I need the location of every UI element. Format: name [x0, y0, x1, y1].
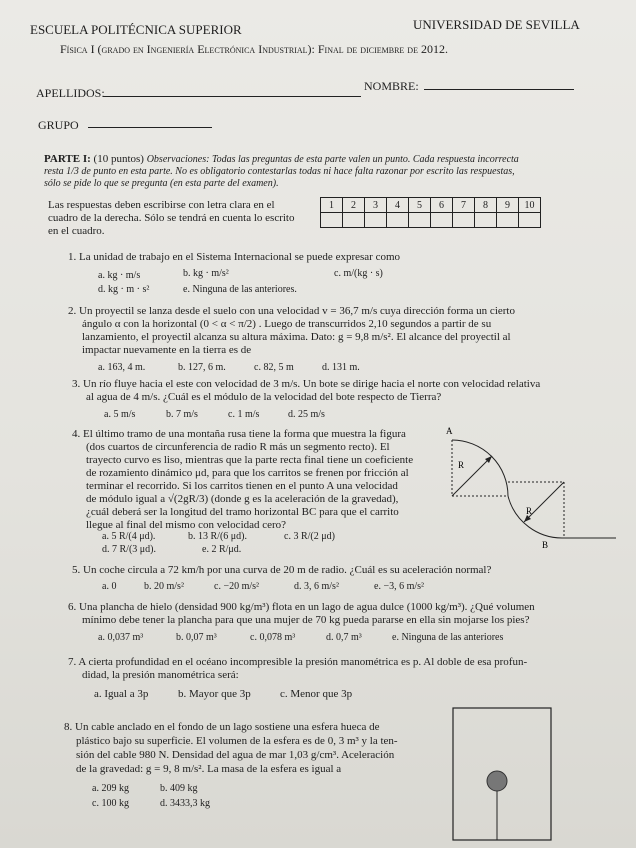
question-number: 4.: [72, 428, 81, 440]
part1-heading: [44, 153, 519, 165]
answer-cell[interactable]: [365, 213, 387, 228]
question-2: [68, 305, 515, 317]
answer-cell[interactable]: [409, 213, 431, 228]
q8-option-d: d. 3433,3 kg: [160, 798, 210, 809]
q1-option-d: d. kg · m · s²: [98, 284, 150, 295]
q1-option-a: a. kg · m/s: [98, 270, 141, 281]
q2-option-a: a. 163, 4 m.: [98, 362, 146, 373]
q6-option-b: b. 0,07 m³: [176, 632, 217, 643]
answer-grid-header-row: [321, 198, 541, 213]
lower-arc: [508, 496, 564, 538]
q6-line-1: mínimo debe tener la plancha para que una mujer de 70 kg pueda pararse en ella sin mojarse los pies?: [82, 614, 530, 626]
question-number: 8.: [64, 721, 73, 733]
part1-points: (10 puntos): [93, 153, 144, 165]
exam-title: Física I (grado en Ingeniería Electrónica Industrial): Final de diciembre de 2012.: [60, 42, 448, 56]
q4-line-2: trayecto curvo es liso, mientras que la parte recta final tiene un coeficiente: [86, 454, 414, 466]
answer-grid-header: 4: [387, 198, 409, 213]
instructions-line-1: cuadro de la derecha. Sólo se tendrá en cuenta lo escrito: [48, 212, 295, 224]
q6-option-d: d. 0,7 m³: [326, 632, 362, 643]
question-text: El último tramo de una montaña rusa tiene la forma que muestra la figura: [83, 428, 406, 440]
question-text: Un coche circula a 72 km/h por una curva de 20 m de radio. ¿Cuál es su aceleración normal?: [83, 564, 492, 576]
answer-cell[interactable]: [431, 213, 453, 228]
grupo-field[interactable]: [88, 127, 212, 128]
question-text: Un río fluye hacia el este con velocidad de 3 m/s. Un bote se dirige hacia el norte con velocidad relativa: [83, 378, 541, 390]
answer-grid-header: 5: [409, 198, 431, 213]
q3-option-d: d. 25 m/s: [288, 409, 325, 420]
answer-grid-header: 1: [321, 198, 343, 213]
q5-option-a: a. 0: [102, 581, 117, 592]
q2-option-d: d. 131 m.: [322, 362, 360, 373]
q5-option-c: c. −20 m/s²: [214, 581, 260, 592]
q3-option-b: b. 7 m/s: [166, 409, 198, 420]
grupo-label: GRUPO: [38, 118, 79, 132]
q4-line-3: de rozamiento dinámico μd, para que los carritos se frenen por fricción al: [86, 467, 409, 479]
answer-grid-header: 3: [365, 198, 387, 213]
question-number: 5.: [72, 564, 81, 576]
label-b: B: [542, 540, 549, 550]
q3-line-1: al agua de 4 m/s. ¿Cuál es el módulo de la velocidad del bote respecto de Tierra?: [86, 391, 442, 403]
q2-option-b: b. 127, 6 m.: [178, 362, 226, 373]
label-a: A: [446, 426, 453, 436]
question-number: 2.: [68, 305, 77, 317]
answer-grid-header: 10: [519, 198, 541, 213]
roller-coaster-figure: [440, 422, 620, 552]
question-8: [64, 721, 380, 733]
q6-option-a: a. 0,037 m³: [98, 632, 144, 643]
question-text: Un cable anclado en el fondo de un lago sostiene una esfera hueca de: [75, 721, 380, 733]
answer-cell[interactable]: [321, 213, 343, 228]
q7-option-c: c. Menor que 3p: [280, 688, 353, 700]
q4-line-4: terminar el recorrido. Si los carritos tienen en el punto A una velocidad: [86, 480, 398, 492]
q4-line-5: de módulo igual a √(2gR/3) (donde g es la aceleración de la gravedad),: [86, 493, 399, 505]
answer-cell[interactable]: [343, 213, 365, 228]
university-name: UNIVERSIDAD DE SEVILLA: [413, 17, 580, 32]
q1-option-c: c. m/(kg · s): [334, 268, 383, 279]
question-number: 3.: [72, 378, 81, 390]
nombre-field[interactable]: [424, 89, 574, 90]
answer-grid-header: 7: [453, 198, 475, 213]
q5-option-e: e. −3, 6 m/s²: [374, 581, 425, 592]
question-7: [68, 656, 527, 668]
nombre-label: NOMBRE:: [364, 79, 419, 93]
q8-line-2: sión del cable 980 N. Densidad del agua de mar 1,03 g/cm³. Aceleración: [76, 749, 395, 761]
answer-grid-input-row: [321, 213, 541, 228]
question-text: A cierta profundidad en el océano incompresible la presión manométrica es p. Al doble de esa profun-: [78, 656, 528, 668]
answer-grid-header: 9: [497, 198, 519, 213]
q8-line-3: de la gravedad: g = 9, 8 m/s². La masa de la esfera es igual a: [76, 763, 342, 775]
q8-option-b: b. 409 kg: [160, 783, 198, 794]
question-number: 1.: [68, 251, 77, 263]
answer-cell[interactable]: [497, 213, 519, 228]
answer-grid-header: 8: [475, 198, 497, 213]
q5-option-d: d. 3, 6 m/s²: [294, 581, 339, 592]
question-text: Una plancha de hielo (densidad 900 kg/m³) flota en un lago de agua dulce (1000 kg/m³). ¿Qué volumen: [79, 601, 535, 613]
q4-option-c: c. 3 R/(2 μd): [284, 531, 335, 542]
q4-option-d: d. 7 R/(3 μd).: [102, 544, 156, 555]
q4-line-7: llegue al final del mismo con velocidad cero?: [86, 519, 287, 531]
q2-line-1: ángulo α con la horizontal (0 < α < π/2) . Luego de transcurridos 2,10 segundos a partir de su: [82, 318, 492, 330]
q7-line-1: didad, la presión manométrica será:: [82, 669, 239, 681]
question-3: [72, 378, 540, 390]
answer-grid: [320, 197, 541, 228]
question-1: [68, 251, 400, 263]
q3-option-a: a. 5 m/s: [104, 409, 136, 420]
label-r1: R: [458, 460, 465, 470]
part1-obs-line-0: Observaciones: Todas las preguntas de esta parte valen un punto. Cada respuesta incorrecta: [146, 154, 519, 165]
q8-option-a: a. 209 kg: [92, 783, 129, 794]
q7-option-b: b. Mayor que 3p: [178, 688, 251, 700]
q3-option-c: c. 1 m/s: [228, 409, 260, 420]
q4-line-1: (dos cuartos de circunferencia de radio R más un segmento recto). El: [86, 441, 390, 453]
answer-grid-header: 2: [343, 198, 365, 213]
question-6: [68, 601, 535, 613]
q4-option-a: a. 5 R/(4 μd).: [102, 531, 156, 542]
radius-line-2: [524, 482, 564, 522]
q1-option-b: b. kg · m/s²: [183, 268, 229, 279]
question-number: 6.: [68, 601, 77, 613]
instructions-line-0: Las respuestas deben escribirse con letra clara en el: [48, 199, 275, 211]
part1-obs-line-1: resta 1/3 de punto en esta parte. No es obligatorio contestarlas todas ni hace falta razonar por escrito las respuestas,: [44, 166, 515, 177]
q2-line-3: impactar nuevamente en la tierra es de: [82, 344, 252, 356]
q2-option-c: c. 82, 5 m: [254, 362, 294, 373]
q4-line-6: ¿cuál deberá ser la longitud del tramo horizontal BC para que el carrito: [86, 506, 399, 518]
part1-obs-line-2: sólo se pide lo que se pregunta (en esta parte del examen).: [44, 178, 279, 189]
q4-option-b: b. 13 R/(6 μd).: [188, 531, 247, 542]
label-r2: R: [526, 506, 533, 516]
school-name: ESCUELA POLITÉCNICA SUPERIOR: [30, 22, 242, 37]
apellidos-label: APELLIDOS:: [36, 86, 105, 100]
sphere-tank-figure: [448, 705, 558, 845]
q5-option-b: b. 20 m/s²: [144, 581, 184, 592]
q8-line-1: plástico bajo su superficie. El volumen de la esfera es de 0, 3 m³ y la ten-: [76, 735, 398, 747]
instructions-line-2: en el cuadro.: [48, 225, 105, 237]
q6-option-e: e. Ninguna de las anteriores: [392, 632, 504, 643]
q6-option-c: c. 0,078 m³: [250, 632, 296, 643]
q4-option-e: e. 2 R/μd.: [202, 544, 242, 555]
question-number: 7.: [68, 656, 77, 668]
part1-title: PARTE I:: [44, 153, 91, 165]
question-text: La unidad de trabajo en el Sistema Internacional se puede expresar como: [79, 251, 401, 263]
question-text: Un proyectil se lanza desde el suelo con una velocidad v = 36,7 m/s cuya dirección forma un cierto: [79, 305, 515, 317]
answer-cell[interactable]: [387, 213, 409, 228]
q2-line-2: lanzamiento, el proyectil alcanza su altura máxima. Dato: g = 9,8 m/s². El alcance del proyectil al: [82, 331, 511, 343]
answer-cell[interactable]: [475, 213, 497, 228]
q7-option-a: a. Igual a 3p: [94, 688, 149, 700]
answer-cell[interactable]: [519, 213, 541, 228]
q1-option-e: e. Ninguna de las anteriores.: [183, 284, 297, 295]
answer-cell[interactable]: [453, 213, 475, 228]
question-4: [72, 428, 406, 440]
q8-option-c: c. 100 kg: [92, 798, 129, 809]
apellidos-field[interactable]: [103, 96, 361, 97]
question-5: [72, 564, 491, 576]
answer-grid-header: 6: [431, 198, 453, 213]
sphere: [487, 771, 507, 791]
